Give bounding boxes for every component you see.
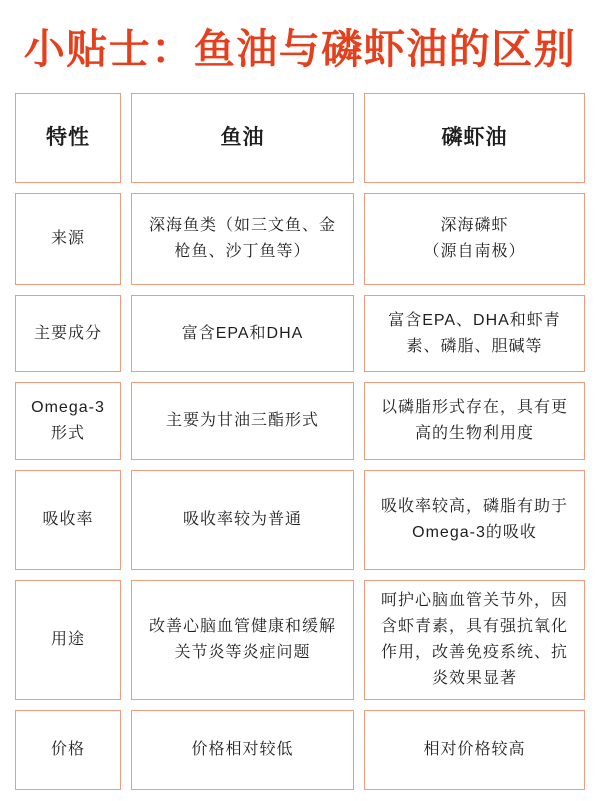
source-feature-cell bbox=[15, 193, 121, 285]
ingredients-krill-oil-cell bbox=[364, 295, 585, 372]
omega3-form-feature-label: Omega-3 形式 bbox=[31, 399, 105, 442]
source-fish-oil-text: 深海鱼类（如三文鱼、金 枪鱼、沙丁鱼等） bbox=[148, 217, 336, 260]
absorption-krill-oil-cell bbox=[364, 470, 585, 570]
uses-feature-label: 用途 bbox=[50, 631, 85, 648]
omega3-form-fish-oil-cell bbox=[131, 382, 354, 460]
absorption-fish-oil-text: 吸收率较为普通 bbox=[182, 511, 302, 528]
ingredients-krill-oil-text: 富含EPA、DHA和虾青 素、磷脂、胆碱等 bbox=[388, 311, 561, 355]
source-krill-oil-text: 深海磷虾 （源自南极） bbox=[423, 217, 526, 260]
absorption-feature-cell bbox=[15, 470, 121, 570]
uses-fish-oil-cell bbox=[131, 580, 354, 700]
uses-feature-cell bbox=[15, 580, 121, 700]
header-cell-feature bbox=[15, 93, 121, 183]
omega3-form-fish-oil-text: 主要为甘油三酯形式 bbox=[165, 412, 319, 429]
ingredients-feature-label: 主要成分 bbox=[33, 324, 102, 342]
omega3-form-krill-oil-cell bbox=[364, 382, 585, 460]
uses-krill-oil-cell bbox=[364, 580, 585, 700]
header-fish-oil-label: 鱼油 bbox=[220, 126, 265, 149]
source-fish-oil-cell bbox=[131, 193, 354, 285]
price-fish-oil-cell bbox=[131, 710, 354, 790]
page-title: 小贴士：鱼油与磷虾油的区别 bbox=[23, 26, 577, 72]
header-krill-oil-label: 磷虾油 bbox=[441, 126, 508, 149]
ingredients-fish-oil-text: 富含EPA和DHA bbox=[181, 324, 304, 342]
price-krill-oil-text: 相对价格较高 bbox=[423, 741, 526, 758]
uses-fish-oil-text: 改善心脑血管健康和缓解 关节炎等炎症问题 bbox=[148, 618, 336, 661]
source-krill-oil-cell bbox=[364, 193, 585, 285]
header-cell-fish-oil bbox=[131, 93, 354, 183]
source-feature-label: 来源 bbox=[50, 230, 85, 247]
price-feature-label: 价格 bbox=[50, 741, 85, 758]
header-feature-label: 特性 bbox=[46, 126, 90, 149]
absorption-fish-oil-cell bbox=[131, 470, 354, 570]
price-feature-cell bbox=[15, 710, 121, 790]
omega3-form-krill-oil-text: 以磷脂形式存在，具有更 高的生物利用度 bbox=[380, 399, 568, 442]
ingredients-feature-cell bbox=[15, 295, 121, 372]
absorption-feature-label: 吸收率 bbox=[42, 511, 94, 528]
uses-krill-oil-text: 呵护心脑血管关节外，因 含虾青素，具有强抗氧化 作用，改善免疫系统、抗 炎效果显著 bbox=[380, 592, 568, 687]
header-cell-krill-oil bbox=[364, 93, 585, 183]
absorption-krill-oil-text: 吸收率较高，磷脂有助于 Omega-3的吸收 bbox=[380, 498, 568, 541]
ingredients-fish-oil-cell bbox=[131, 295, 354, 372]
price-krill-oil-cell bbox=[364, 710, 585, 790]
price-fish-oil-text: 价格相对较低 bbox=[191, 741, 294, 758]
comparison-table bbox=[15, 93, 585, 790]
omega3-form-feature-cell bbox=[15, 382, 121, 460]
